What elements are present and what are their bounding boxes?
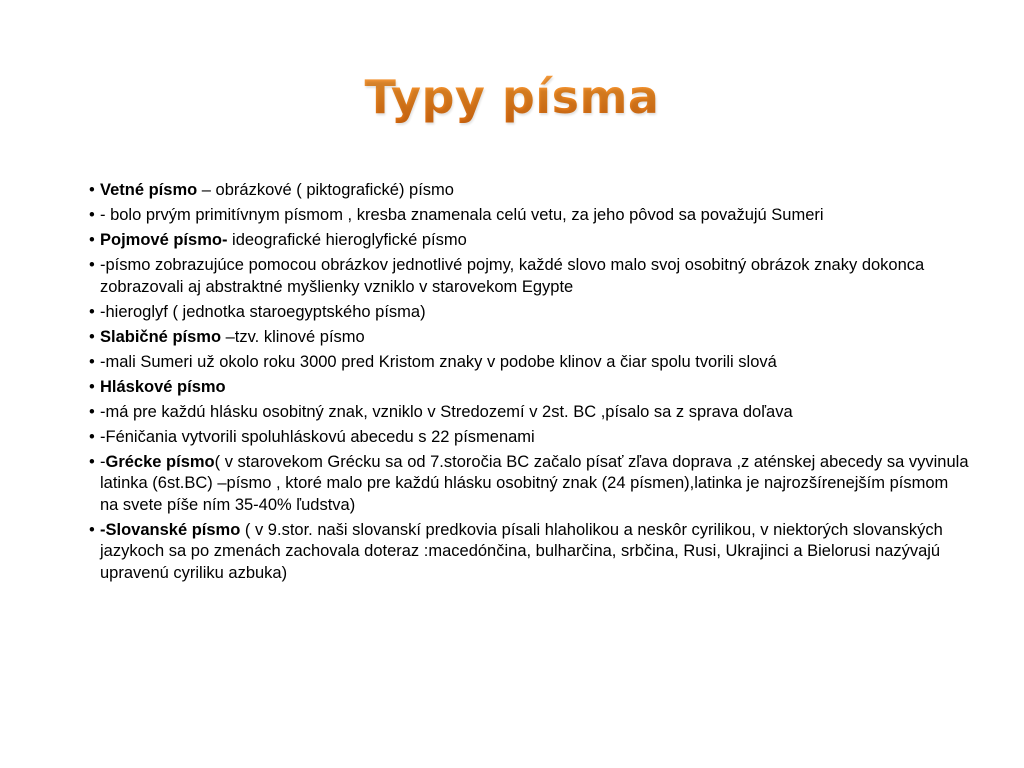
item-term: Vetné písmo [100, 181, 198, 199]
item-text: -Féničania vytvorili spoluhláskovú abecedu s 22 písmenami [100, 427, 535, 446]
item-text: -písmo zobrazujúce pomocou obrázkov jednotlivé pojmy, každé slovo malo svoj osobitný obrázok znaky dokonca zobrazovali aj abstraktné myšlienky vzniklo v starovekom Egypte [100, 256, 925, 296]
item-text: – obrázkové ( piktografické) písmo [197, 181, 454, 199]
list-item [70, 180, 970, 202]
bullet-marker: • [89, 181, 95, 199]
bullet-marker: • [89, 256, 95, 274]
list-item [70, 520, 970, 585]
item-term: Grécke písmo [105, 452, 215, 471]
item-term: Pojmové písmo- [100, 231, 228, 249]
item-text: –tzv. klinové písmo [221, 327, 365, 346]
item-text: - bolo prvým primitívnym písmom , kresba znamenala celú vetu, za jeho pôvod sa považujú Sumeri [100, 206, 824, 224]
item-text: -mali Sumeri už okolo roku 3000 pred Kristom znaky v podobe klinov a čiar spolu tvorili slová [100, 352, 777, 371]
item-prefix: - [100, 452, 106, 471]
item-text: ideografické hieroglyfické písmo [227, 231, 467, 249]
bullet-marker: • [89, 520, 95, 539]
bullet-marker: • [89, 352, 95, 371]
list-item [70, 205, 970, 227]
item-term: Hláskové písmo [100, 377, 226, 396]
list-item [70, 255, 970, 298]
bullet-marker: • [89, 452, 95, 471]
item-text: ( v 9.stor. naši slovanskí predkovia písali hlaholikou a neskôr cyrilikou, v niektorých slovanských jazykoch sa po zmenách zachovala doteraz :macedónčina, bulharčina, srbčina, Rusi, Ukrajinci a Bielorusi nazývajú upravenú cyriliku azbuka) [100, 520, 943, 582]
bullet-list [70, 180, 970, 588]
bullet-marker: • [89, 377, 95, 396]
item-text: -hieroglyf ( jednotka staroegyptského písma) [100, 302, 426, 321]
bullet-marker: • [89, 231, 95, 249]
bullet-marker: • [89, 402, 95, 421]
item-text: -má pre každú hlásku osobitný znak, vzniklo v Stredozemí v 2st. BC ,písalo sa z sprava doľava [100, 402, 793, 421]
bullet-marker: • [89, 206, 95, 224]
item-term: -Slovanské písmo [100, 520, 241, 539]
list-item [70, 402, 970, 424]
bullet-marker: • [89, 327, 95, 346]
bullet-marker: • [89, 427, 95, 446]
item-term: Slabičné písmo [100, 327, 222, 346]
list-item [70, 352, 970, 374]
list-item [70, 327, 970, 349]
item-text: ( v starovekom Grécku sa od 7.storočia BC začalo písať zľava doprava ,z aténskej abecedy sa vyvinula latinka (6st.BC) –písmo , ktoré malo pre každú hlásku osobitný znak (24 písmen),latinka je najrozšírenejším písmom na svete píše ním 35-40% ľudstva) [100, 452, 969, 514]
list-item [70, 377, 970, 399]
list-item [70, 230, 970, 252]
list-item [70, 452, 970, 517]
list-item [70, 302, 970, 324]
bullet-marker: • [89, 302, 95, 321]
slide-title: Typy písma [0, 62, 1024, 132]
list-item [70, 427, 970, 449]
